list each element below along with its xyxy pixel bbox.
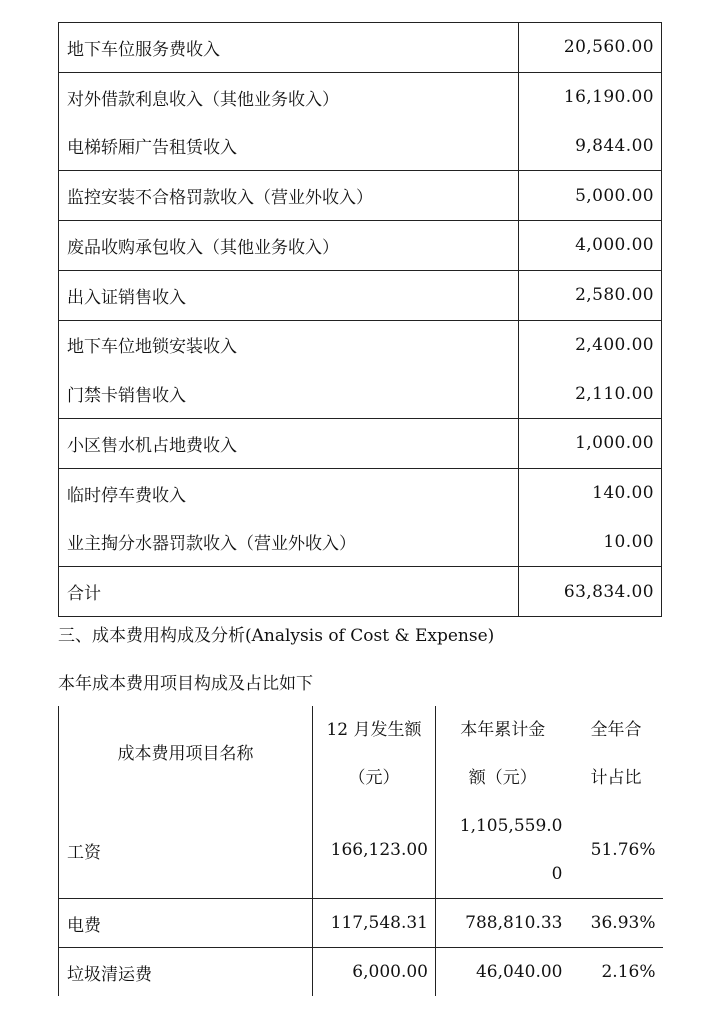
header-pct-line1: 全年合 [590,720,642,740]
income-item-amount: 10.00 [518,518,661,567]
income-item-amount: 2,400.00 [518,320,661,369]
income-item-amount: 140.00 [518,468,661,517]
income-item-name: 门禁卡销售收入 [59,369,519,418]
header-month-line1: 12 月发生额 [313,706,436,754]
cost-ytd-amount [436,802,570,899]
income-item-amount: 5,000.00 [518,171,661,221]
income-item-amount: 20,560.00 [518,23,661,73]
section-title: 三、成本费用构成及分析(Analysis of Cost & Expense) [58,626,495,646]
table-row [59,899,663,948]
cost-month-amount: 6,000.00 [313,948,436,997]
total-label: 合计 [59,567,519,617]
header-ytd-line1: 本年累计金 [436,706,570,754]
income-item-name: 出入证销售收入 [59,270,519,320]
table-row [59,468,662,517]
income-item-name: 监控安装不合格罚款收入（营业外收入） [59,171,519,221]
header-month-line2: （元） [313,754,436,802]
income-item-name: 地下车位地锁安装收入 [59,320,519,369]
cost-ytd-amount: 46,040.00 [436,948,570,997]
table-row [59,948,663,997]
income-item-name: 小区售水机占地费收入 [59,419,519,469]
table-row [59,171,662,221]
income-item-name: 业主掏分水器罚款收入（营业外收入） [59,518,519,567]
cost-month-amount: 117,548.31 [313,899,436,948]
table-row [59,802,663,899]
income-item-name: 废品收购承包收入（其他业务收入） [59,221,519,271]
table-row [59,23,662,73]
header-row [59,706,663,754]
cost-pct: 36.93% [570,899,663,948]
table-row [59,419,662,469]
header-item-name: 成本费用项目名称 [59,706,313,802]
cost-pct: 51.76% [590,840,656,860]
income-item-amount: 9,844.00 [518,122,661,171]
cost-item-name: 垃圾清运费 [59,948,313,997]
income-item-amount: 2,110.00 [518,369,661,418]
header-ytd-line2: 额（元） [436,754,570,802]
table-row [59,270,662,320]
table-row [59,72,662,121]
header-pct-line2: 计占比 [590,768,642,788]
total-row [59,567,662,617]
total-amount: 63,834.00 [518,567,661,617]
income-item-amount: 1,000.00 [518,419,661,469]
income-item-amount: 2,580.00 [518,270,661,320]
table-row [59,221,662,271]
income-item-name: 电梯轿厢广告租赁收入 [59,122,519,171]
income-table [58,22,662,617]
income-item-name: 地下车位服务费收入 [59,23,519,73]
income-item-name: 对外借款利息收入（其他业务收入） [59,72,519,121]
cost-item-name: 电费 [59,899,313,948]
cost-pct: 2.16% [570,948,663,997]
table-row [59,320,662,369]
income-item-amount: 4,000.00 [518,221,661,271]
cost-item-name: 工资 [59,802,313,899]
table-row [59,518,662,567]
cost-ytd-line2: 0 [551,864,563,884]
cost-ytd-amount: 788,810.33 [436,899,570,948]
table-row [59,369,662,418]
income-item-name: 临时停车费收入 [59,468,519,517]
table-row [59,122,662,171]
cost-ytd-line1: 1,105,559.0 [459,816,563,836]
cost-month-amount: 166,123.00 [313,802,436,899]
income-item-amount: 16,190.00 [518,72,661,121]
section-subtitle: 本年成本费用项目构成及占比如下 [58,674,313,694]
cost-table [58,706,663,996]
